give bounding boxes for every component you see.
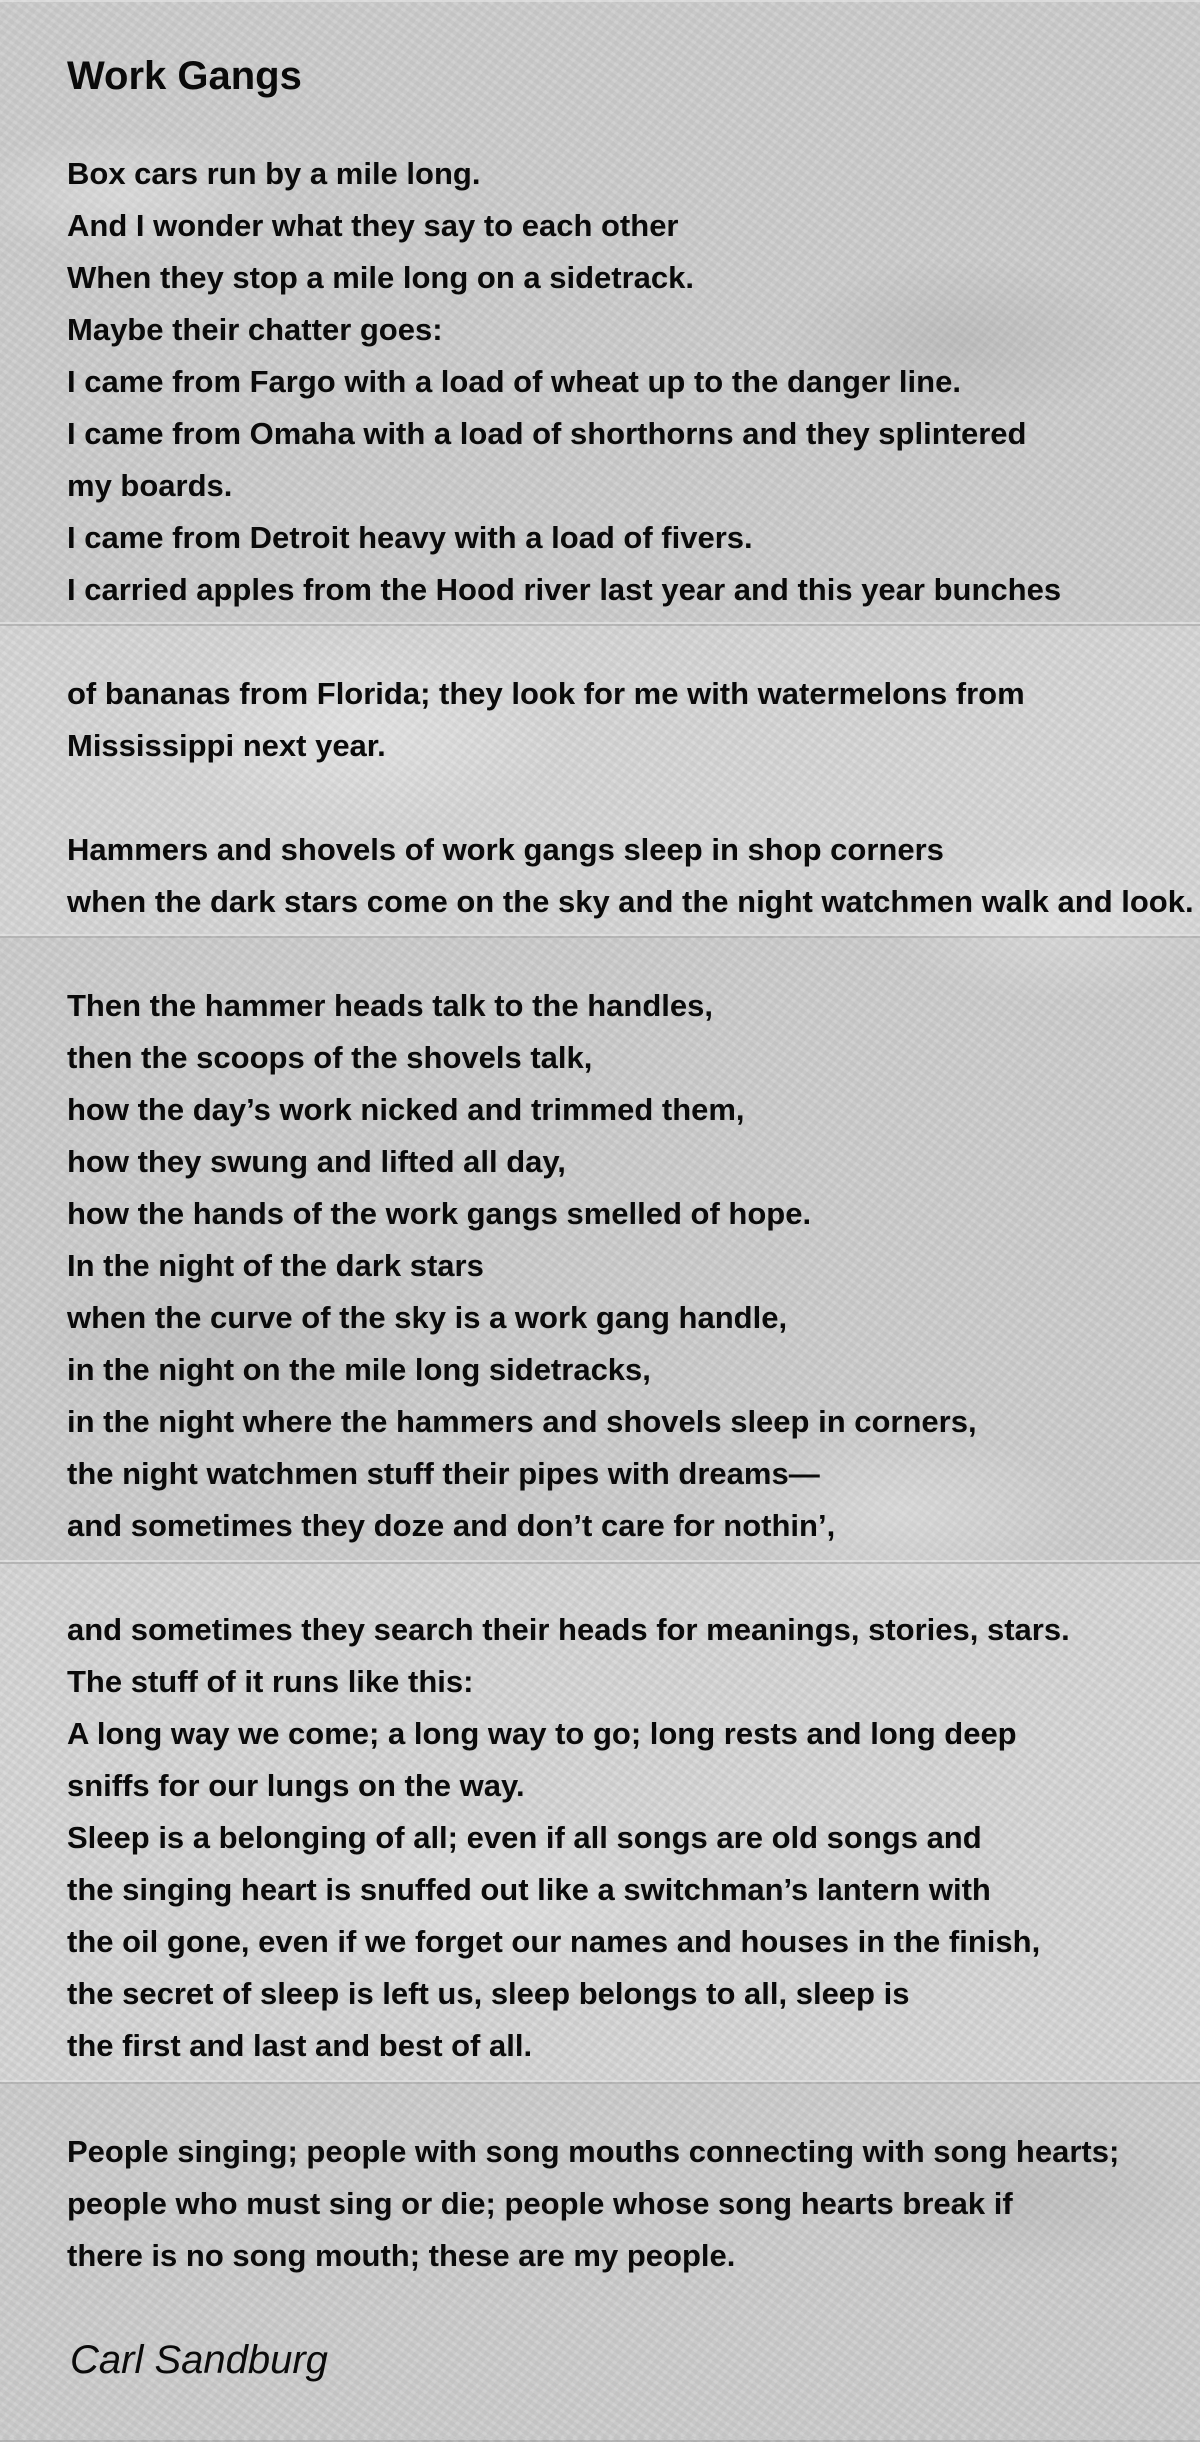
poem-line: the secret of sleep is left us, sleep belongs to all, sleep is — [67, 1976, 910, 2011]
stanza-1 — [67, 148, 1061, 616]
poem-line: I carried apples from the Hood river last year and this year bunches — [67, 572, 1062, 607]
poem-line: then the scoops of the shovels talk, — [67, 1040, 593, 1075]
poem-line: the night watchmen stuff their pipes with dreams— — [67, 1456, 820, 1491]
poem-line: people who must sing or die; people whose song hearts break if — [67, 2186, 1013, 2221]
stanza-2 — [67, 668, 1025, 772]
poem-line: Hammers and shovels of work gangs sleep in shop corners — [67, 832, 944, 867]
poem-line: when the curve of the sky is a work gang handle, — [67, 1300, 788, 1335]
poem-line: in the night where the hammers and shovels sleep in corners, — [67, 1404, 977, 1439]
poem-line: in the night on the mile long sidetracks, — [67, 1352, 651, 1387]
poem-line: and sometimes they search their heads for meanings, stories, stars. — [67, 1612, 1070, 1647]
poem-line: there is no song mouth; these are my people. — [67, 2238, 736, 2273]
poem-line: In the night of the dark stars — [67, 1248, 484, 1283]
poem-line: when the dark stars come on the sky and the night watchmen walk and look. — [67, 884, 1194, 919]
poem-line: The stuff of it runs like this: — [67, 1664, 474, 1699]
poem-line: I came from Detroit heavy with a load of fivers. — [67, 520, 753, 555]
poem-line: how the hands of the work gangs smelled of hope. — [67, 1196, 812, 1231]
poem-line: and sometimes they doze and don’t care for nothin’, — [67, 1508, 836, 1543]
poem-line: People singing; people with song mouths connecting with song hearts; — [67, 2134, 1120, 2169]
poem-line: the singing heart is snuffed out like a switchman’s lantern with — [67, 1872, 991, 1907]
poem-title: Work Gangs — [67, 54, 302, 98]
stanza-4 — [67, 980, 977, 1552]
poem-line: I came from Fargo with a load of wheat up to the danger line. — [67, 364, 961, 399]
poem-author: Carl Sandburg — [70, 2338, 328, 2382]
poem-line: A long way we come; a long way to go; long rests and long deep — [67, 1716, 1017, 1751]
stanza-3 — [67, 824, 1194, 928]
poem-line: how they swung and lifted all day, — [67, 1144, 566, 1179]
poem-line: how the day’s work nicked and trimmed them, — [67, 1092, 745, 1127]
poem-line: Mississippi next year. — [67, 728, 386, 763]
poem-line: Then the hammer heads talk to the handles, — [67, 988, 713, 1023]
poem-line: Maybe their chatter goes: — [67, 312, 443, 347]
poem-line: the first and last and best of all. — [67, 2028, 533, 2063]
poem-line: my boards. — [67, 468, 233, 503]
stanza-5 — [67, 1604, 1070, 2072]
poem-line: Sleep is a belonging of all; even if all songs are old songs and — [67, 1820, 982, 1855]
poem-line: of bananas from Florida; they look for me with watermelons from — [67, 676, 1025, 711]
stanza-6 — [67, 2126, 1119, 2282]
poem-line: And I wonder what they say to each other — [67, 208, 679, 243]
poem-line: sniffs for our lungs on the way. — [67, 1768, 525, 1803]
poem-line: the oil gone, even if we forget our names and houses in the finish, — [67, 1924, 1041, 1959]
poem-line: Box cars run by a mile long. — [67, 156, 481, 191]
poem-line: I came from Omaha with a load of shorthorns and they splintered — [67, 416, 1027, 451]
poem-line: When they stop a mile long on a sidetrack. — [67, 260, 695, 295]
